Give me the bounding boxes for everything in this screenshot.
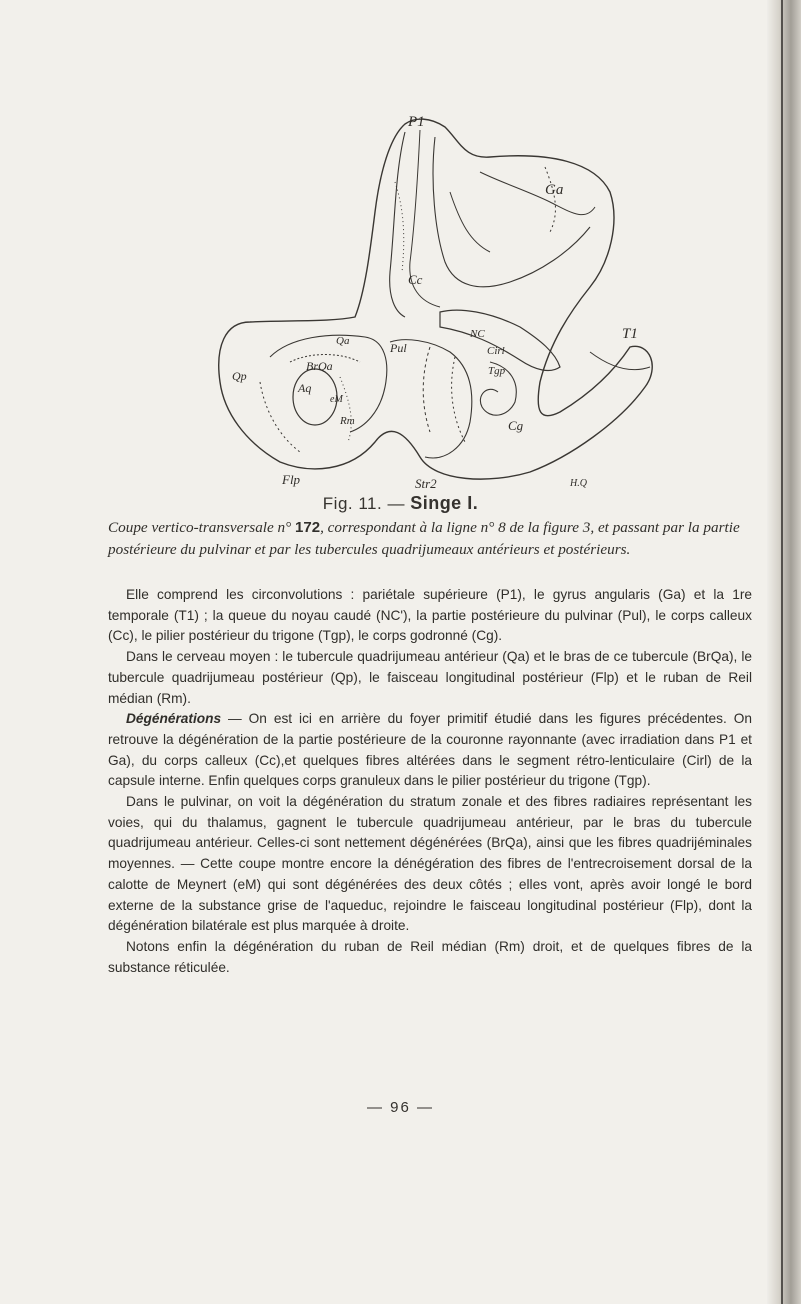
paragraph-1: Elle comprend les circonvolutions : pariétale supérieure (P1), le gyrus angularis (Ga) et la 1re temporale (T1) ; la queue du noyau caudé (NC'), la partie postérieure du pulvinar (Pul), le corps calleux (Cc), le pilier postérieur du trigone (Tgp), le corps godronné (Cg). (108, 587, 752, 644)
label-p1: P1 (408, 114, 425, 130)
brain-section-figure (190, 112, 670, 492)
page-number: — 96 — (366, 1099, 435, 1116)
paragraph-3-text: — On est ici en arrière du foyer primitif étudié dans les figures précédentes. On retrouve la dégénération de la partie postérieure de la couronne rayonnante (avec irradiation dans P1 et Ga), du corps calleux (Cc),et quelques fibres altérées dans le segment rétro-lenticulaire (Cirl) de la capsule interne. Enfin quelques corps granuleux dans le pilier postérieur du trigone (Tgp). (108, 711, 752, 789)
degenerations-heading: Dégénérations (126, 711, 222, 727)
label-cc: Cc (408, 272, 423, 287)
section-outline (219, 119, 652, 479)
label-qa: Qa (336, 335, 350, 347)
label-cirl: Cirl (487, 345, 505, 357)
body-text (108, 585, 752, 978)
label-flp: Flp (282, 472, 301, 487)
description-part2: , correspondant à la ligne n° 8 de la figure 3, et passant par la partie postérieure du pulvinar et par les tubercules quadrijumeaux antérieurs et postérieurs. (108, 519, 740, 558)
label-rm: Rm (340, 415, 355, 427)
label-t1: T1 (622, 326, 638, 342)
paragraph-3 (108, 709, 752, 792)
figure-subject: Singe I. (410, 493, 479, 513)
paragraph-2: Dans le cerveau moyen : le tubercule quadrijumeau antérieur (Qa) et le bras de ce tubercule (BrQa), le tubercule quadrijumeau postérieur (Qp), le faisceau longitudinal postérieur (Flp) et le ruban de Reil médian (Rm). (108, 649, 752, 706)
label-tgp: Tgp (488, 365, 506, 377)
figure-description (108, 517, 748, 561)
label-hq: H.Q (570, 478, 587, 489)
label-ga: Ga (545, 182, 564, 198)
figure-caption (0, 493, 801, 514)
label-nc: NC (470, 328, 485, 340)
label-em: eM (330, 394, 343, 405)
figure-number: Fig. 11. — (322, 494, 405, 513)
description-part1: Coupe vertico-transversale n° (108, 519, 292, 536)
label-cg: Cg (508, 418, 524, 433)
label-brqa: BrQa (306, 359, 333, 373)
label-qp: Qp (232, 369, 247, 383)
paragraph-5: Notons enfin la dégénération du ruban de Reil médian (Rm) droit, et de quelques fibres de la substance réticulée. (108, 938, 752, 975)
description-number: 172 (295, 519, 321, 536)
label-str: Str2 (415, 476, 437, 491)
paragraph-4: Dans le pulvinar, on voit la dégénération du stratum zonale et des fibres radiaires représentant les voies, qui du thalamus, gagnent le tubercule quadrijumeau antérieur, par le bras du tubercule quadrijumeau antérieur. Celles-ci sont nettement dégénérées (BrQa), ainsi que les fibres quadrijéminales moyennes. — Cette coupe montre encore la dénégération des fibres de l'entrecroisement dorsal de la calotte de Meynert (eM) qui sont dégénérées des deux côtés ; elles vont, après avoir longé le bord externe de la substance grise de l'aqueduc, rejoindre le faisceau longitudinal postérieur (Flp), dont la dégénération bilatérale est plus marquée à droite. (108, 794, 752, 934)
label-pul: Pul (390, 341, 407, 355)
label-aq: Aq (298, 381, 312, 395)
